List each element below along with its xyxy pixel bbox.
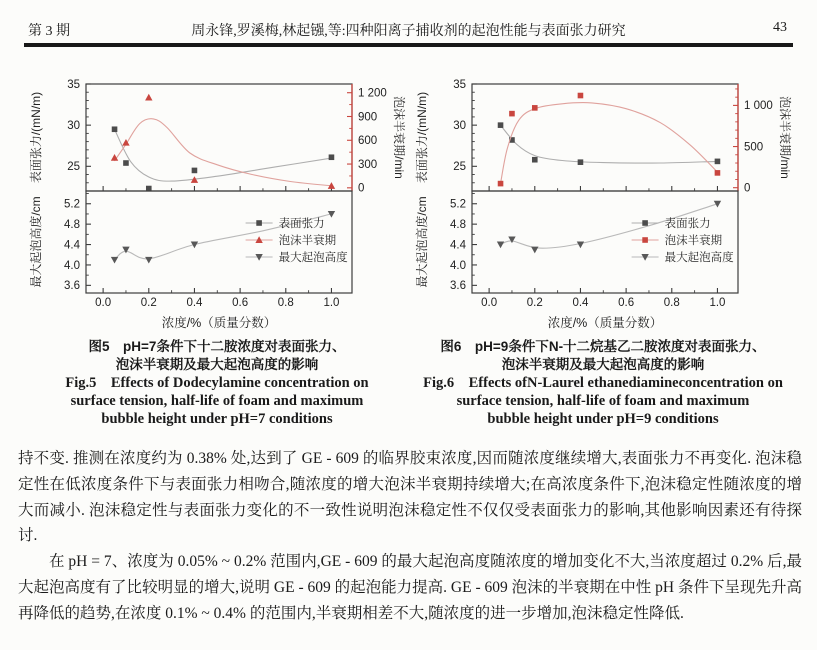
svg-text:30: 30: [453, 119, 466, 132]
header-page-number: 43: [773, 20, 787, 35]
svg-text:4.4: 4.4: [64, 239, 80, 252]
svg-text:4.0: 4.0: [450, 259, 466, 272]
svg-text:泡沫半衰期: 泡沫半衰期: [664, 235, 723, 247]
header-issue-label: 第 3 期: [28, 24, 70, 39]
svg-text:表面张力/(mN/m): 表面张力/(mN/m): [415, 91, 429, 184]
svg-text:900: 900: [358, 111, 378, 124]
svg-text:4.4: 4.4: [450, 239, 466, 252]
svg-text:4.8: 4.8: [64, 218, 80, 231]
svg-text:4.8: 4.8: [450, 218, 466, 231]
svg-text:0.2: 0.2: [526, 297, 543, 309]
svg-text:0.2: 0.2: [140, 297, 157, 309]
svg-text:1 200: 1 200: [358, 87, 387, 100]
svg-text:0: 0: [744, 182, 751, 195]
svg-text:1 000: 1 000: [744, 100, 773, 113]
figure6-caption-zh-line1: 图6 pH=9条件下N-十二烷基乙二胺浓度对表面张力、: [440, 339, 766, 354]
svg-text:5.2: 5.2: [450, 198, 466, 211]
svg-text:最大起泡高度/cm: 最大起泡高度/cm: [29, 196, 43, 288]
svg-text:表面张力/(mN/m): 表面张力/(mN/m): [29, 91, 43, 184]
svg-text:0: 0: [358, 182, 365, 195]
svg-text:泡沫半衰期/min: 泡沫半衰期/min: [392, 96, 406, 179]
svg-text:3.6: 3.6: [450, 280, 466, 293]
figure5-caption: [26, 338, 408, 428]
svg-text:25: 25: [67, 161, 80, 174]
svg-text:4.0: 4.0: [64, 259, 80, 272]
body-paragraph-2: 在 pH = 7、浓度为 0.05% ~ 0.2% 范围内,GE - 609 的最大起泡高度随浓度的增加变化不大,当浓度超过 0.2% 后,最大起泡高度有了比较明显的增大,说明 GE - 609 的起泡能力提高. GE - 609 泡沫的半衰期在中性 pH 条件下呈现先升高再降低的趋势,在浓度 0.1% ~ 0.4% 的范围内,半衰期相差不大,随浓度的进一步增加,泡沫稳定性降低.: [18, 553, 802, 622]
figure5-chart-svg: [26, 66, 408, 334]
figure5-caption-zh-line1: 图5 pH=7条件下十二胺浓度对表面张力、: [88, 339, 346, 354]
header-running-title: 周永锋,罗溪梅,林起镪,等:四种阳离子捕收剂的起泡性能与表面张力研究: [191, 24, 626, 39]
figure-6: [412, 66, 794, 428]
svg-text:600: 600: [358, 135, 378, 148]
svg-text:1.0: 1.0: [323, 297, 340, 309]
svg-text:3.6: 3.6: [64, 280, 80, 293]
header-rule: [24, 43, 793, 47]
svg-text:0.0: 0.0: [95, 297, 112, 309]
svg-text:0.6: 0.6: [232, 297, 249, 309]
figure6-caption-zh-line2: 泡沫半衰期及最大起泡高度的影响: [501, 357, 705, 372]
svg-text:500: 500: [744, 141, 764, 154]
svg-text:表面张力: 表面张力: [664, 218, 711, 230]
svg-text:0.0: 0.0: [481, 297, 498, 309]
svg-text:泡沫半衰期: 泡沫半衰期: [278, 235, 337, 247]
svg-text:5.2: 5.2: [64, 198, 80, 211]
figure5-caption-en-line3: bubble height under pH=7 conditions: [101, 411, 333, 427]
svg-text:泡沫半衰期/min: 泡沫半衰期/min: [778, 96, 792, 179]
svg-text:最大起泡高度/cm: 最大起泡高度/cm: [415, 196, 429, 288]
svg-text:30: 30: [67, 119, 80, 132]
svg-text:300: 300: [358, 158, 378, 171]
svg-text:表面张力: 表面张力: [278, 218, 325, 230]
figure-5: [26, 66, 408, 428]
figure6-caption-en-line1: Fig.6 Effects ofN-Laurel ethanediamineconcentration on: [423, 375, 783, 391]
figure6-chart-svg: [412, 66, 794, 334]
svg-text:0.8: 0.8: [277, 297, 294, 309]
figure6-caption-en-line3: bubble height under pH=9 conditions: [487, 411, 719, 427]
figure6-caption-en-line2: surface tension, half-life of foam and maximum: [456, 393, 750, 409]
svg-text:0.6: 0.6: [618, 297, 635, 309]
body-paragraph-1: 持不变. 推测在浓度约为 0.38% 处,达到了 GE - 609 的临界胶束浓度,因而随浓度继续增大,表面张力不再变化. 泡沫稳定性在低浓度条件下与表面张力相吻合,随浓度的增大泡沫半衰期持续增大;在高浓度条件下,泡沫稳定性随浓度的增大而减小. 泡沫稳定性与表面张力变化的不一致性说明泡沫稳定性不仅仅受表面张力的影响,其他影响因素还有待探讨.: [18, 450, 802, 545]
svg-text:最大起泡高度: 最大起泡高度: [664, 252, 734, 264]
figure5-caption-en-line1: Fig.5 Effects of Dodecylamine concentration on: [65, 375, 369, 391]
figure6-caption: [412, 338, 794, 428]
svg-text:最大起泡高度: 最大起泡高度: [278, 252, 348, 264]
body-text: [18, 446, 802, 627]
svg-text:浓度/%（质量分数）: 浓度/%（质量分数）: [161, 316, 277, 330]
svg-text:0.4: 0.4: [572, 297, 589, 309]
svg-text:35: 35: [453, 78, 466, 91]
figure5-caption-en-line2: surface tension, half-life of foam and maximum: [70, 393, 364, 409]
svg-text:0.4: 0.4: [186, 297, 203, 309]
figure5-caption-zh-line2: 泡沫半衰期及最大起泡高度的影响: [115, 357, 319, 372]
svg-text:1.0: 1.0: [709, 297, 726, 309]
svg-text:浓度/%（质量分数）: 浓度/%（质量分数）: [547, 316, 663, 330]
svg-text:0.8: 0.8: [663, 297, 680, 309]
svg-text:25: 25: [453, 161, 466, 174]
svg-text:35: 35: [67, 78, 80, 91]
